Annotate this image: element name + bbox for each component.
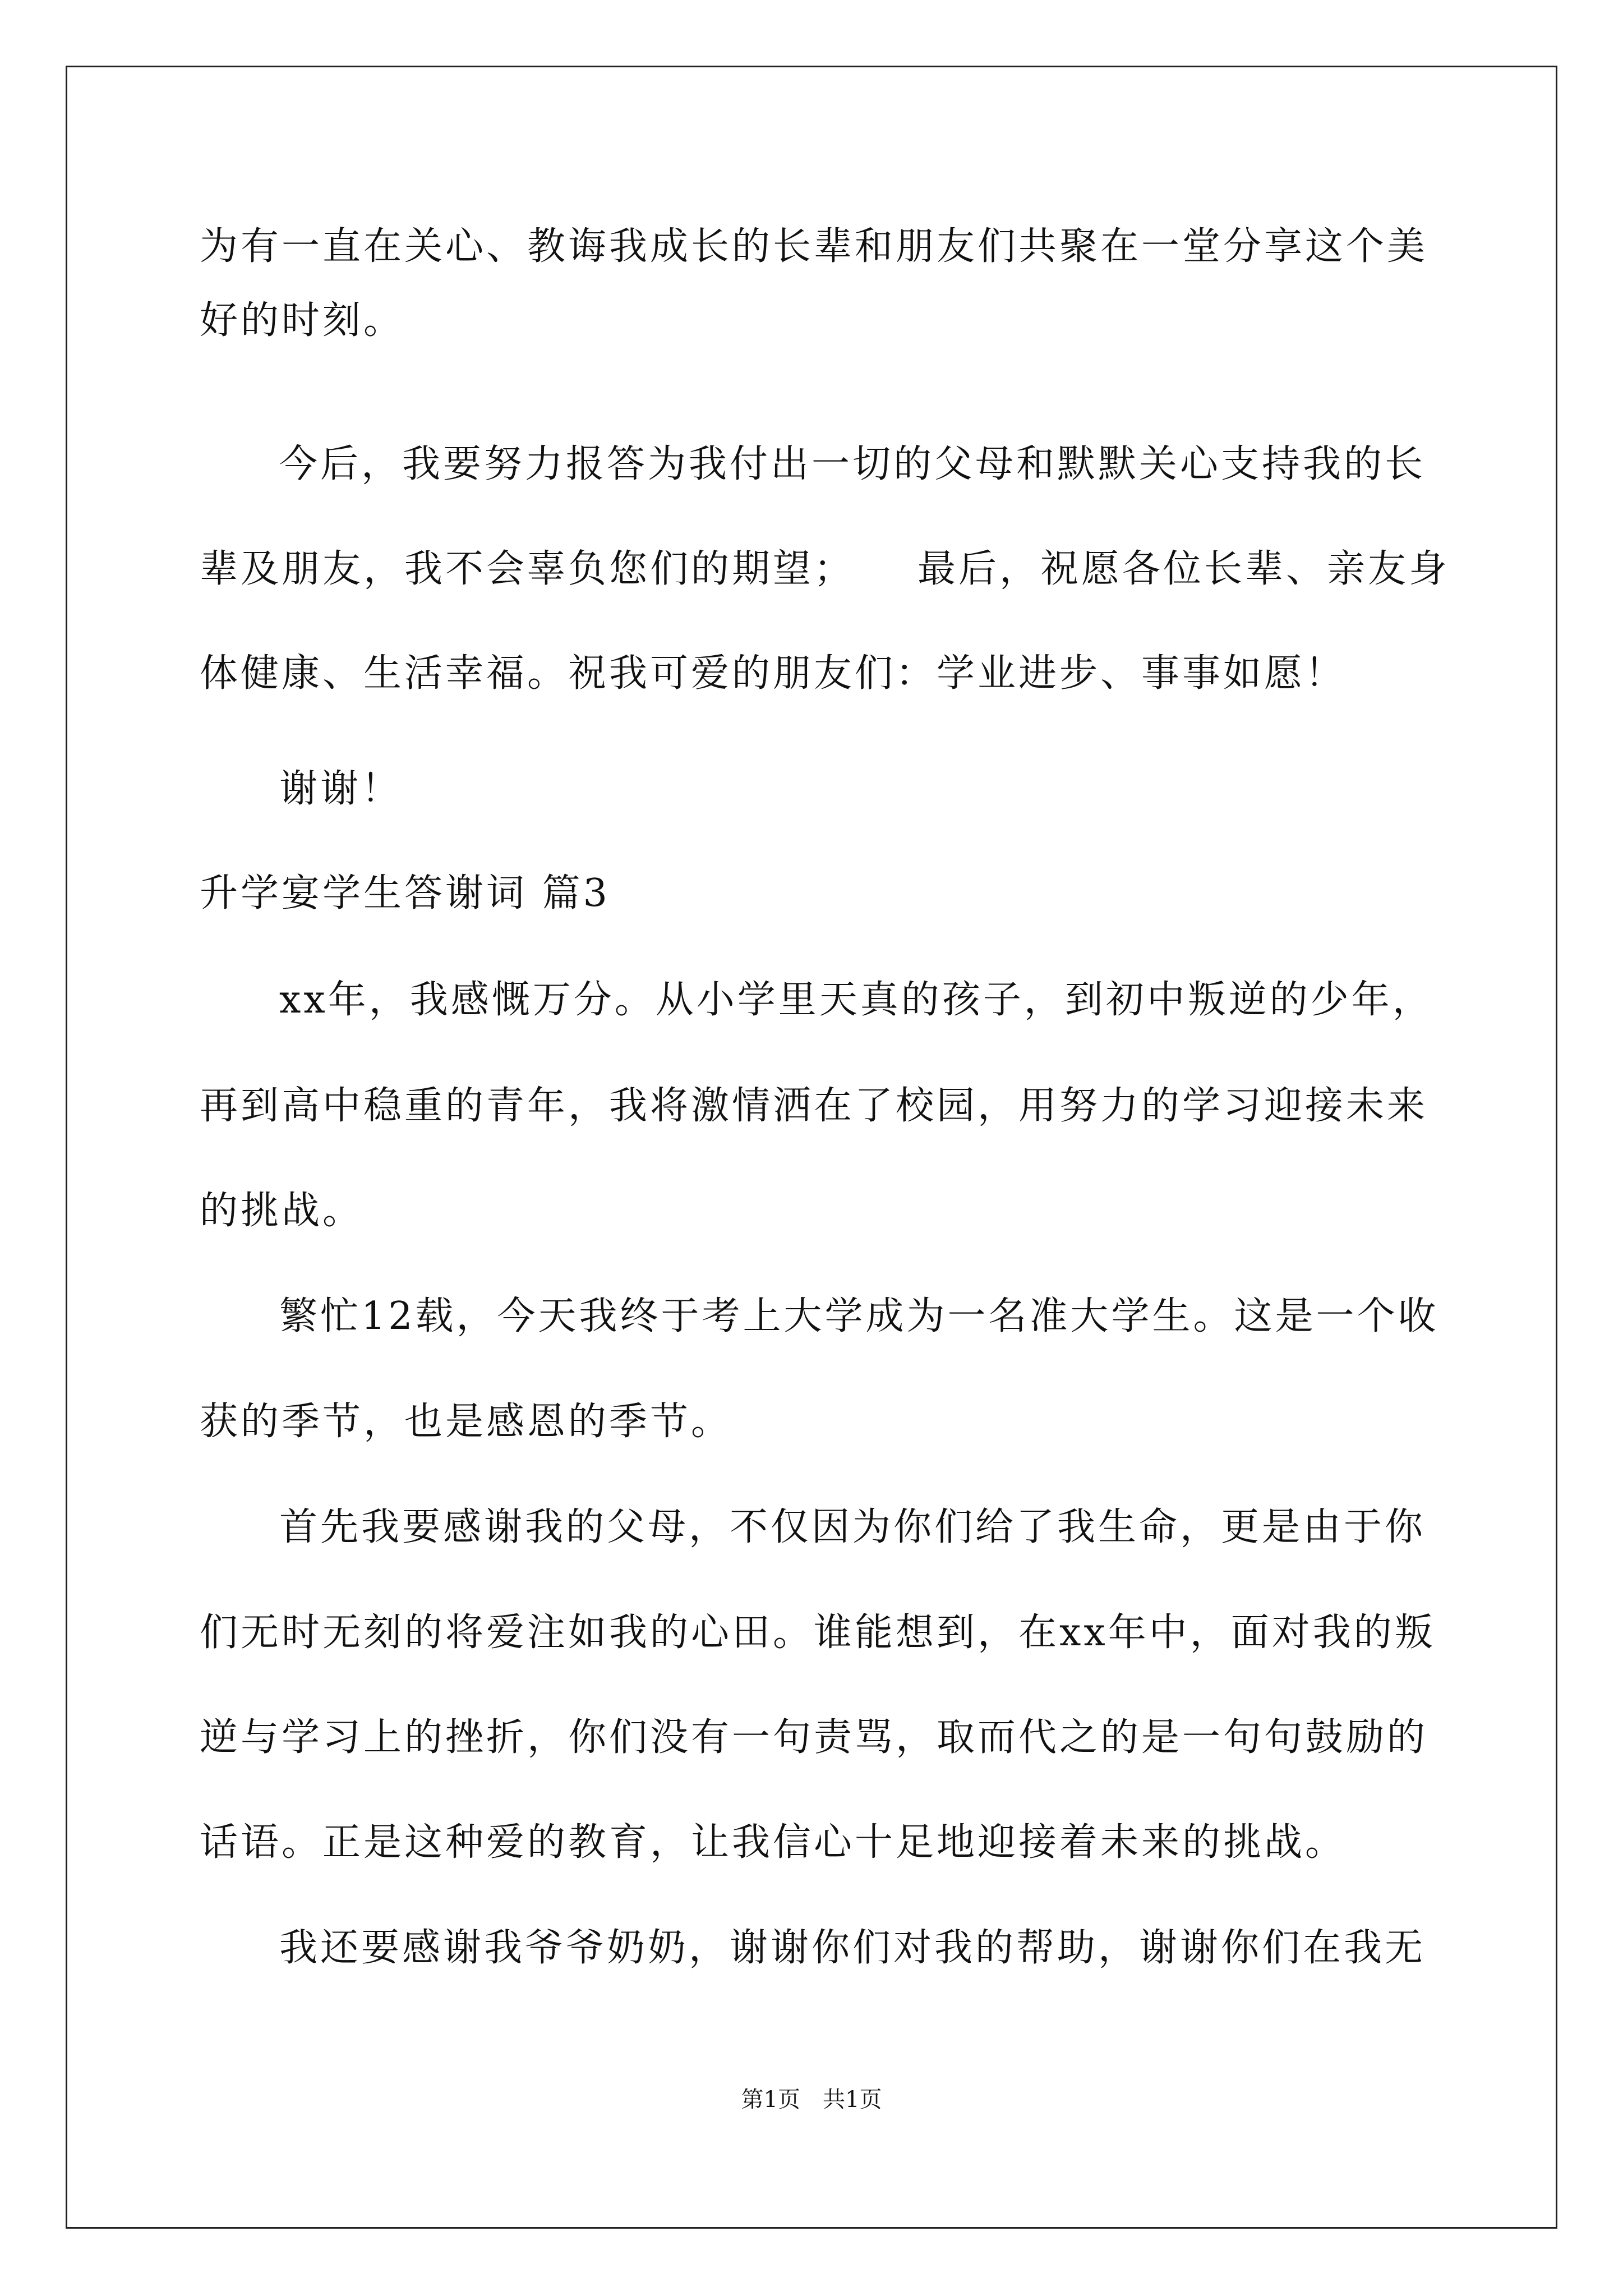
page-total: 共1页 <box>823 2087 882 2113</box>
paragraph-line: 谢谢！ <box>279 767 403 811</box>
paragraph-line: 获的季节，也是感恩的季节。 <box>200 1400 732 1444</box>
paragraph-line: 辈及朋友，我不会辜负您们的期望； 最后，祝愿各位长辈、亲友身 <box>200 547 1450 591</box>
paragraph-line: 逆与学习上的挫折，你们没有一句责骂，取而代之的是一句句鼓励的 <box>200 1715 1428 1760</box>
paragraph-line: 繁忙12载，今天我终于考上大学成为一名准大学生。这是一个收 <box>279 1294 1439 1338</box>
paragraph-line: 首先我要感谢我的父母，不仅因为你们给了我生命，更是由于你 <box>279 1505 1426 1549</box>
page-footer <box>0 2086 1623 2114</box>
page-number: 第1页 <box>741 2087 800 2113</box>
paragraph-line: 话语。正是这种爱的教育，让我信心十足地迎接着未来的挑战。 <box>200 1820 1347 1865</box>
paragraph-line: 我还要感谢我爷爷奶奶，谢谢你们对我的帮助，谢谢你们在我无 <box>279 1926 1426 1970</box>
paragraph-line: 们无时无刻的将爱注如我的心田。谁能想到，在xx年中，面对我的叛 <box>200 1611 1436 1655</box>
paragraph-line: 今后，我要努力报答为我付出一切的父母和默默关心支持我的长 <box>279 442 1426 486</box>
paragraph-line: xx年，我感慨万分。从小学里天真的孩子，到初中叛逆的少年， <box>279 978 1433 1022</box>
paragraph-line: 体健康、生活幸福。祝我可爱的朋友们：学业进步、事事如愿！ <box>200 651 1347 696</box>
paragraph-line: 为有一直在关心、教诲我成长的长辈和朋友们共聚在一堂分享这个美 <box>200 224 1428 269</box>
section-heading: 升学宴学生答谢词 篇3 <box>200 871 610 915</box>
paragraph-line: 再到高中稳重的青年，我将激情洒在了校园，用努力的学习迎接未来 <box>200 1084 1428 1128</box>
page-border <box>66 66 1557 2229</box>
paragraph-line: 的挑战。 <box>200 1189 364 1233</box>
paragraph-line: 好的时刻。 <box>200 298 405 343</box>
